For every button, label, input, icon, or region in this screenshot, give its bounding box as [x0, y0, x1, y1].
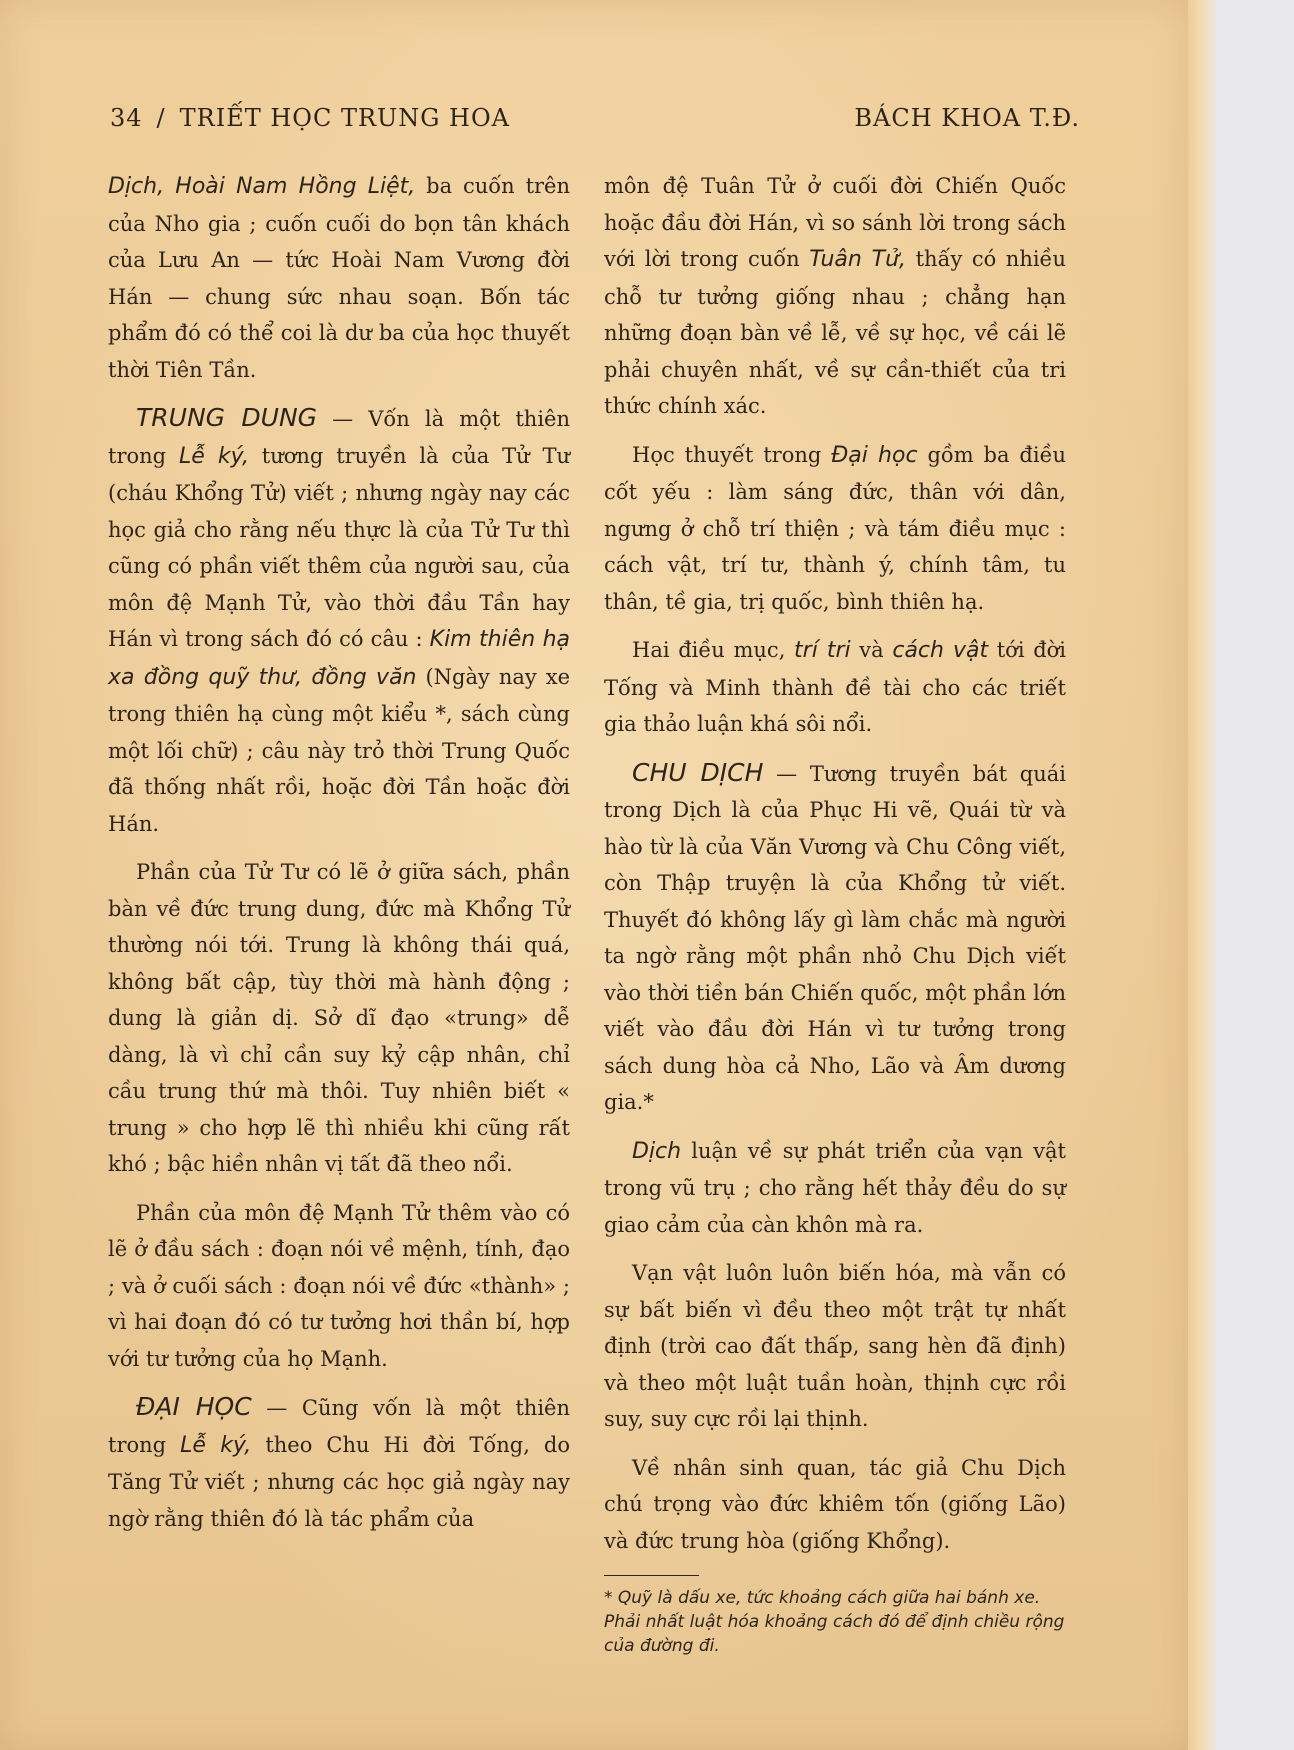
right-column: [604, 168, 1066, 1670]
paragraph-text: theo Chu Hi đời Tống, do Tăng Tử viết ; nhưng các học giả ngày nay ngờ rằng thiên đó là tác phẩm của: [108, 1432, 570, 1531]
paragraph: [108, 168, 570, 388]
paragraph-text: tương truyền là của Tử Tư (cháu Khổng Tử) viết ; nhưng ngày nay các học giả cho rằng nếu thực là của Tử Tư thì cũng có phần viết thêm của người sau, của môn đệ Mạnh Tử, vào thời đầu Tần hay Hán vì trong sách đó có câu :: [108, 443, 570, 651]
paragraph: [604, 632, 1066, 743]
paragraph-text: gồm ba điều cốt yếu : làm sáng đức, thân với dân, ngưng ở chỗ trí thiện ; và tám điều mục : cách vật, trí tư, thành ý, chính tâm, tu thân, tề gia, trị quốc, bình thiên hạ.: [604, 442, 1067, 614]
section-heading-chu-dich: CHU DỊCH: [632, 757, 764, 787]
italic-title: Tuân Tử,: [809, 247, 907, 272]
paragraph-text: tới đời Tống và Minh thành đề tài cho các triết gia thảo luận khá sôi nổi.: [604, 638, 1067, 736]
italic-title: Lễ ký,: [180, 1432, 252, 1458]
book-title: TRIẾT HỌC TRUNG HOA: [179, 104, 510, 132]
section-heading-dai-hoc: ĐẠI HỌC: [136, 1392, 252, 1421]
footnote: * Quỹ là dấu xe, tức khoảng cách giữa hai bánh xe. Phải nhất luật hóa khoảng cách đó để định chiều rộng của đường đi.: [604, 1588, 1065, 1656]
paragraph: [108, 1389, 570, 1537]
paragraph: [604, 168, 1066, 425]
italic-term: cách vật: [892, 638, 989, 663]
paragraph-text: và: [850, 638, 893, 662]
paragraph-text: luận về sự phát triển của vạn vật trong vũ trụ ; cho rằng hết thảy đều do sự giao cảm của càn khôn mà ra.: [604, 1138, 1066, 1237]
footnote-divider: [604, 1575, 699, 1576]
paragraph-text: môn đệ Tuân Tử ở cuối đời Chiến Quốc hoặc đầu đời Hán, vì so sánh lời trong sách với lời trong cuốn: [604, 174, 1066, 271]
paragraph-text: — Vốn là một thiên trong: [108, 407, 570, 468]
paragraph-text: thấy có nhiều chỗ tư tưởng giống nhau ; chẳng hạn những đoạn bàn về lễ, về sự học, về cái lẽ phải chuyên nhất, về sự cần-thiết của tri thức chính xác.: [604, 247, 1067, 418]
paragraph-text: Học thuyết trong: [632, 442, 832, 467]
paragraph: Phần của Tử Tư có lẽ ở giữa sách, phần bàn về đức trung dung, đức mà Khổng Tử thường nói tới. Trung là không thái quá, không bất cập, tùy thời mà hành động ; dung là giản dị. Sở dĩ đạo «trung» dễ dàng, là vì chỉ cần suy kỷ cập nhân, chỉ cầu trung thứ mà thôi. Tuy nhiên biết « trung » cho hợp lẽ thì nhiều khi cũng rất khó ; bậc hiền nhân vị tất đã theo nổi.: [108, 860, 570, 1176]
paragraph: [604, 755, 1066, 1121]
paragraph: Vạn vật luôn luôn biến hóa, mà vẫn có sự bất biến vì đều theo một trật tự nhất định (trời cao đất thấp, sang hèn đã định) và theo một luật tuần hoàn, thịnh cực rồi suy, suy cực rồi lại thịnh.: [604, 1261, 1066, 1431]
paragraph-text: ba cuốn trên của Nho gia ; cuốn cuối do bọn tân khách của Lưu An — tức Hoài Nam Vương đời Hán — chung sức nhau soạn. Bốn tác phẩm đó có thể coi là dư ba của học thuyết thời Tiên Tần.: [108, 174, 570, 382]
publisher-name: BÁCH KHOA T.Đ.: [854, 104, 1080, 132]
italic-title: Lễ ký,: [178, 443, 249, 469]
torn-page-edge: [1188, 0, 1218, 1750]
paragraph-text: (Ngày nay xe trong thiên hạ cùng một kiểu *, sách cùng một lối chữ) ; câu này trỏ thời Trung Quốc đã thống nhất rồi, hoặc đời Tần hoặc đời Hán.: [108, 664, 570, 836]
header-left: [110, 104, 510, 132]
italic-title: Dịch: [632, 1138, 682, 1164]
paragraph: Phần của môn đệ Mạnh Tử thêm vào có lẽ ở đầu sách : đoạn nói về mệnh, tính, đạo ; và ở cuối sách : đoạn nói về đức «thành» ; vì hai đoạn đó có tư tưởng hơi thần bí, hợp với tư tưởng của họ Mạnh.: [108, 1200, 570, 1371]
italic-title: Dịch, Hoài Nam Hồng Liệt,: [108, 174, 416, 199]
italic-quote: Kim thiên hạ xa đồng quỹ thư, đồng văn: [108, 627, 570, 690]
running-header: [110, 104, 1080, 140]
italic-title: Đại học: [831, 442, 918, 468]
paragraph-text: — Cũng vốn là một thiên trong: [108, 1396, 570, 1457]
header-separator: /: [156, 104, 166, 132]
left-column: [108, 168, 570, 1549]
paragraph-text: Hai điều mục,: [632, 638, 795, 662]
section-heading-trung-dung: TRUNG DUNG: [136, 403, 318, 432]
paragraph: Về nhân sinh quan, tác giả Chu Dịch chú trọng vào đức khiêm tốn (giống Lão) và đức trung hòa (giống Khổng).: [604, 1455, 1066, 1553]
paragraph: [604, 1133, 1066, 1244]
paragraph: [604, 437, 1066, 621]
italic-term: trí tri: [794, 638, 851, 663]
paragraph-text: — Tương truyền bát quái trong Dịch là của Phục Hi vẽ, Quái từ và hào từ là của Văn Vương và Chu Công viết, còn Thập truyện là của Khổng tử viết. Thuyết đó không lấy gì làm chắc mà người ta ngờ rằng một phần nhỏ Chu Dịch viết vào thời tiền bán Chiến quốc, một phần lớn viết vào đầu đời Hán vì tư tưởng trong sách dung hòa cả Nho, Lão và Âm dương gia.*: [604, 761, 1067, 1114]
page-number: 34: [110, 104, 143, 132]
paragraph: [108, 400, 570, 842]
